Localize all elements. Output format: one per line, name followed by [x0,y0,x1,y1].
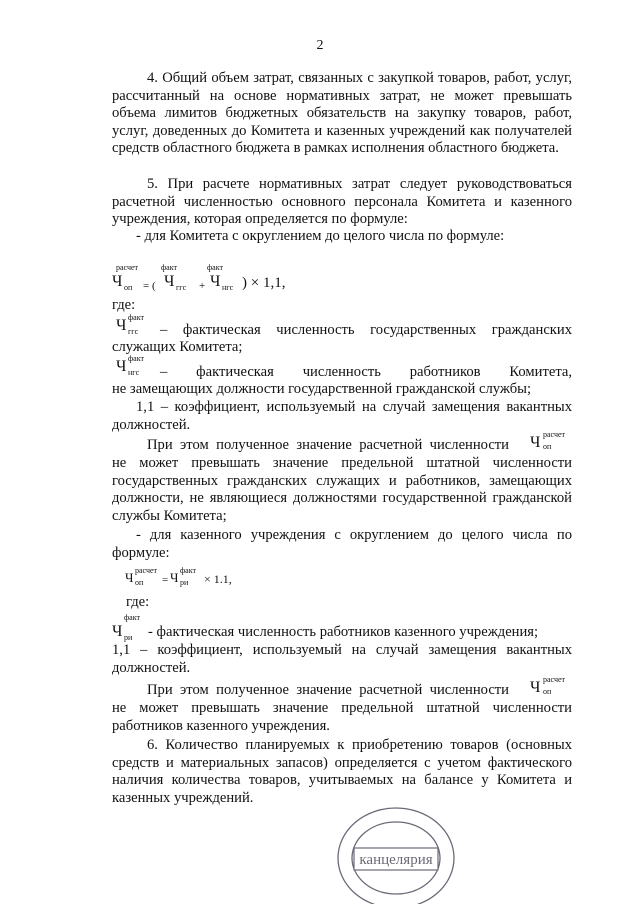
stamp-center-text: канцелярия [359,852,433,868]
formula-sub: оп [124,283,133,292]
formula-symbol: Ч [116,317,127,334]
formula-sup: факт [180,566,197,575]
committee-formula-intro: - для Комитета с округлением до целого числа по формуле: [136,228,505,244]
paragraph-6: 6. Количество планируемых к приобретению товаров (основных средств и материальных запасов) определяется с учетом фактического наличия количества товаров, учитываемых на балансе у Комитета и казенных учреждений. [112,737,572,806]
office-stamp [328,800,458,904]
note-2-start: При этом полученное значение расчетной численности [147,682,509,698]
formula-sup: факт [124,613,141,622]
formula-sup: факт [128,354,145,363]
formula-sub: ггс [176,283,187,292]
formula-operator: ) × 1,1, [242,275,286,291]
formula-sup: расчет [135,566,158,575]
symbol-ch-op-1 [530,431,575,457]
formula-sub: оп [135,578,144,587]
formula-symbol: Ч [164,273,175,290]
symbol-ch-op-2 [530,676,575,702]
formula-symbol: Ч [530,434,541,451]
coefficient-note-1: 1,1 – коэффициент, используемый на случай замещения вакантных должностей. [112,399,572,433]
formula-sub: оп [543,442,552,451]
formula-sup: факт [128,313,145,322]
formula-symbol: Ч [210,273,221,290]
formula-sub: ри [180,578,189,587]
formula-sup: факт [207,263,224,272]
formula-symbol: Ч [125,570,134,585]
formula-sub: нгс [128,368,140,377]
paragraph-4: 4. Общий объем затрат, связанных с закупкой товаров, работ, услуг, рассчитанный на основе нормативных затрат, не может превышать объема лимитов бюджетных обязательств на закупку товаров, работ, услуг, доведенных до Комитета и казенных учреждений как получателей средств областного бюджета в рамках исполнения областного бюджета. [112,70,572,157]
definition-ggs: – фактическая численность государственных гражданских [160,322,572,338]
formula-sup: расчет [543,430,566,439]
where-label-1: где: [112,297,136,313]
formula-institution [125,566,265,594]
note-1-body: не может превышать значение предельной штатной численности государственных гражданских служащих и работников, замещающих должности, не являющиеся должностями государственной гражданской службы Комитета; [112,455,572,524]
formula-operator: = ( [143,280,156,292]
formula-sub: ггс [128,327,139,336]
institution-formula-intro: - для казенного учреждения с округлением до целого числа по формуле: [112,527,572,561]
formula-symbol: Ч [112,623,123,640]
page-number: 2 [316,38,324,53]
paragraph-5: 5. При расчете нормативных затрат следует руководствоваться расчетной численностью основного персонала Комитета и казенного учреждения, которая определяется по формуле: [112,176,572,228]
formula-sub: оп [543,687,552,696]
formula-sub: ри [124,633,133,642]
formula-operator: × 1.1, [204,572,232,586]
formula-sub: нгс [222,283,234,292]
formula-symbol: Ч [112,273,123,290]
definition-ngs: – фактическая численность работников Комитета, [160,364,572,380]
formula-committee [112,264,332,300]
formula-symbol: Ч [116,358,127,375]
note-1-start: При этом полученное значение расчетной численности [147,437,509,453]
symbol-ch-ri [112,614,152,644]
formula-sup: расчет [116,263,139,272]
note-2-body: не может превышать значение предельной штатной численности работников казенного учреждения. [112,700,572,734]
formula-sup: расчет [543,675,566,684]
formula-symbol: Ч [530,679,541,696]
formula-operator: + [199,280,206,292]
definition-ngs-continued: не замещающих должности государственной гражданской службы; [112,381,532,397]
formula-sup: факт [161,263,178,272]
formula-operator: = [162,574,169,586]
definition-ggs-continued: служащих Комитета; [112,339,243,355]
coefficient-note-2: 1,1 – коэффициент, используемый на случай замещения вакантных должностей. [112,642,572,676]
formula-symbol: Ч [170,570,179,585]
definition-ri: - фактическая численность работников казенного учреждения; [148,624,539,640]
where-label-2: где: [126,594,150,610]
